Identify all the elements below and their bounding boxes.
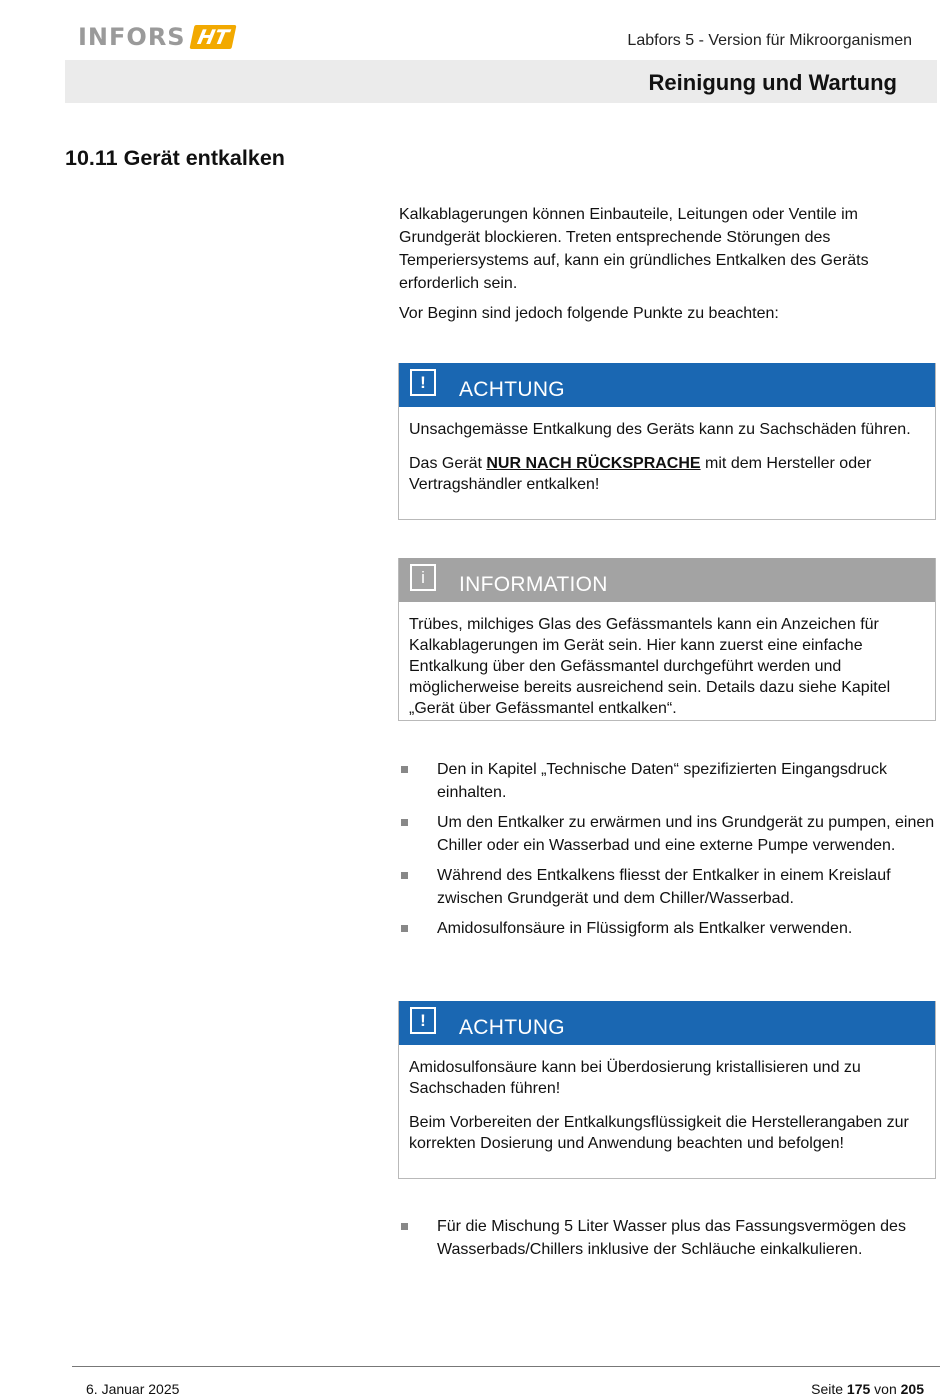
- info-icon: i: [410, 564, 436, 591]
- information-body: [399, 602, 935, 719]
- bullet-square-icon: [401, 925, 408, 932]
- logo-mark: HT: [189, 25, 236, 49]
- page-current: 175: [846, 1381, 871, 1397]
- list-item: [399, 758, 937, 804]
- intro-lead-in: Vor Beginn sind jedoch folgende Punkte zu beachten:: [399, 305, 779, 322]
- warning-label: ACHTUNG: [459, 378, 565, 401]
- section-title: Reinigung und Wartung: [648, 70, 897, 95]
- warning-instruction: [409, 453, 925, 495]
- bullet-square-icon: [401, 872, 408, 879]
- exclamation-icon: !: [410, 1007, 436, 1034]
- list-item: [399, 864, 937, 910]
- requirements-list: [399, 758, 937, 947]
- warning-body-2: [399, 1045, 935, 1154]
- page-separator: von: [870, 1381, 901, 1397]
- page-total: 205: [900, 1381, 924, 1397]
- warning-text: Unsachgemässe Entkalkung des Geräts kann zu Sachschäden führen.: [409, 421, 911, 438]
- exclamation-icon: !: [410, 369, 436, 396]
- intro-text: [399, 203, 937, 325]
- page-prefix: Seite: [811, 1381, 847, 1397]
- list-item-text: Während des Entkalkens fliesst der Entkalker in einem Kreislauf zwischen Grundgerät und dem Chiller/Wasserbad.: [437, 867, 891, 907]
- document-title: Labfors 5 - Version für Mikroorganismen: [627, 32, 912, 49]
- bullet-square-icon: [401, 819, 408, 826]
- list-item-text: Amidosulfonsäure in Flüssigform als Entkalker verwenden.: [437, 920, 853, 937]
- information-box: [398, 558, 936, 721]
- chapter-heading: 10.11 Gerät entkalken: [65, 146, 285, 170]
- list-item-text: Für die Mischung 5 Liter Wasser plus das Fassungsvermögen des Wasserbads/Chillers inklusive der Schläuche einkalkulieren.: [437, 1218, 906, 1258]
- warning-body: [399, 407, 935, 495]
- warning-instruction-end: mit dem Hersteller oder Vertragshändler entkalken!: [409, 455, 872, 493]
- list-item-text: Den in Kapitel „Technische Daten“ spezifizierten Eingangsdruck einhalten.: [437, 761, 888, 801]
- warning-emphasis: NUR NACH RÜCKSPRACHE: [486, 455, 701, 472]
- list-item: [399, 917, 937, 940]
- list-item: [399, 811, 937, 857]
- list-item: [399, 1215, 937, 1261]
- warning-text-2: Amidosulfonsäure kann bei Überdosierung kristallisieren und zu Sachschaden führen!: [409, 1059, 861, 1097]
- warning-header-2: [399, 1001, 935, 1045]
- warning-instruction-2: Beim Vorbereiten der Entkalkungsflüssigkeit die Herstellerangaben zur korrekten Dosierung und Anwendung beachten und befolgen!: [409, 1114, 909, 1152]
- mixing-list: [399, 1215, 937, 1268]
- warning-label-2: ACHTUNG: [459, 1016, 565, 1039]
- logo-wordmark: INFORS: [78, 23, 186, 51]
- footer-date: 6. Januar 2025: [86, 1381, 180, 1397]
- information-header: [399, 558, 935, 602]
- infors-ht-logo: [78, 22, 234, 52]
- intro-paragraph: Kalkablagerungen können Einbauteile, Leitungen oder Ventile im Grundgerät blockieren. Treten entsprechende Störungen des Temperiersystems auf, kann ein gründliches Entkalken des Geräts erforderlich sein.: [399, 206, 869, 292]
- information-text: Trübes, milchiges Glas des Gefässmantels kann ein Anzeichen für Kalkablagerungen im Gerät sein. Hier kann zuerst eine einfache Entkalkung über den Gefässmantel durchgeführt werden und möglicherweise bereits ausreichend sein. Details dazu siehe Kapitel „Gerät über Gefässmantel entkalken“.: [409, 616, 891, 717]
- warning-box-2: [398, 1001, 936, 1179]
- list-item-text: Um den Entkalker zu erwärmen und ins Grundgerät zu pumpen, einen Chiller oder ein Wasserbad und eine externe Pumpe verwenden.: [437, 814, 935, 854]
- warning-header: [399, 363, 935, 407]
- footer-divider: [72, 1366, 940, 1367]
- warning-instruction-start: Das Gerät: [409, 455, 487, 472]
- page-number: [811, 1381, 924, 1397]
- bullet-square-icon: [401, 1223, 408, 1230]
- information-label: INFORMATION: [459, 573, 608, 596]
- bullet-square-icon: [401, 766, 408, 773]
- warning-box: [398, 363, 936, 520]
- section-header-band: [65, 60, 937, 103]
